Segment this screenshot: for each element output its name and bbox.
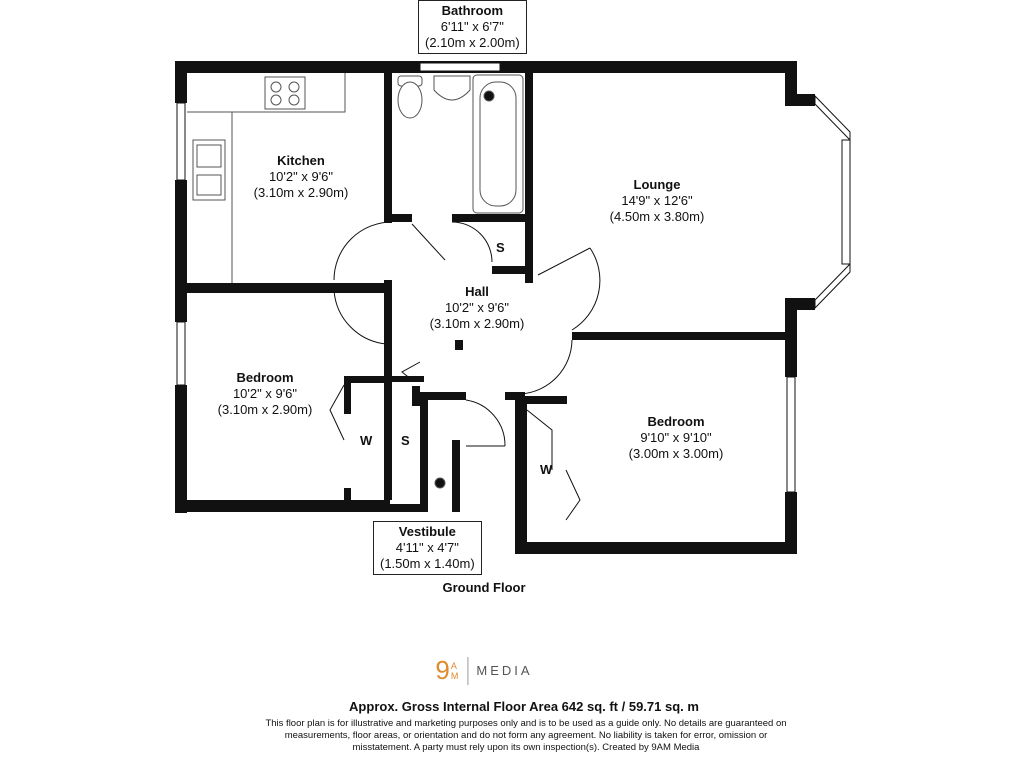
hall-imperial: 10'2" x 9'6" xyxy=(444,300,510,315)
hall-metric: (3.10m x 2.90m) xyxy=(429,316,525,331)
vestibule-metric: (1.50m x 1.40m) xyxy=(380,556,475,571)
lounge-label xyxy=(610,177,705,225)
vestibule-name: Vestibule xyxy=(398,524,456,539)
logo-am xyxy=(451,661,460,681)
vestibule-label xyxy=(373,521,482,575)
wardrobe-tag: W xyxy=(540,462,553,477)
floor-label: Ground Floor xyxy=(442,580,526,595)
lounge-name: Lounge xyxy=(633,177,681,192)
kitchen-name: Kitchen xyxy=(277,153,325,168)
bedroom2-metric: (3.00m x 3.00m) xyxy=(628,446,724,461)
store-tag: S xyxy=(496,240,505,255)
bathroom-imperial: 6'11" x 6'7" xyxy=(440,19,504,34)
kitchen-metric: (3.10m x 2.90m) xyxy=(253,185,349,200)
lounge-metric: (4.50m x 3.80m) xyxy=(609,209,705,224)
bathroom-label xyxy=(418,0,527,54)
bedroom2-name: Bedroom xyxy=(647,414,705,429)
bathroom-fittings xyxy=(398,75,523,488)
disclaimer-text: This floor plan is for illustrative and marketing purposes only and is to be used as a guide only. No details are guaranteed on measurements, floor areas, or orientation and do not form any agreement. No liability is taken for error, omission or misstatement. A party must rely upon its own inspection(s). Created by 9AM Media xyxy=(265,718,787,753)
bedroom2-label xyxy=(629,414,724,462)
floor-area-text: Approx. Gross Internal Floor Area 642 sq. ft / 59.71 sq. m xyxy=(349,699,699,714)
bedroom1-label xyxy=(218,370,313,418)
lounge-imperial: 14'9" x 12'6" xyxy=(621,193,693,208)
hall-name: Hall xyxy=(465,284,489,299)
bedroom1-imperial: 10'2" x 9'6" xyxy=(232,386,298,401)
logo-media: MEDIA xyxy=(476,663,533,678)
bathroom-name: Bathroom xyxy=(441,3,504,18)
logo-m: M xyxy=(450,670,460,681)
bedroom2-imperial: 9'10" x 9'10" xyxy=(640,430,712,445)
bathroom-metric: (2.10m x 2.00m) xyxy=(425,35,520,50)
hall-label xyxy=(430,284,525,332)
vestibule-imperial: 4'11" x 4'7" xyxy=(395,540,459,555)
doors xyxy=(334,222,600,446)
bedroom1-name: Bedroom xyxy=(236,370,294,385)
brand-logo xyxy=(435,655,532,686)
kitchen-imperial: 10'2" x 9'6" xyxy=(268,169,334,184)
bedroom1-metric: (3.10m x 2.90m) xyxy=(217,402,313,417)
kitchen-label xyxy=(254,153,349,201)
logo-divider xyxy=(467,657,468,685)
logo-nine: 9 xyxy=(435,655,450,685)
logo-a: A xyxy=(450,660,458,671)
store-tag: S xyxy=(401,433,410,448)
wardrobe-tag: W xyxy=(360,433,373,448)
